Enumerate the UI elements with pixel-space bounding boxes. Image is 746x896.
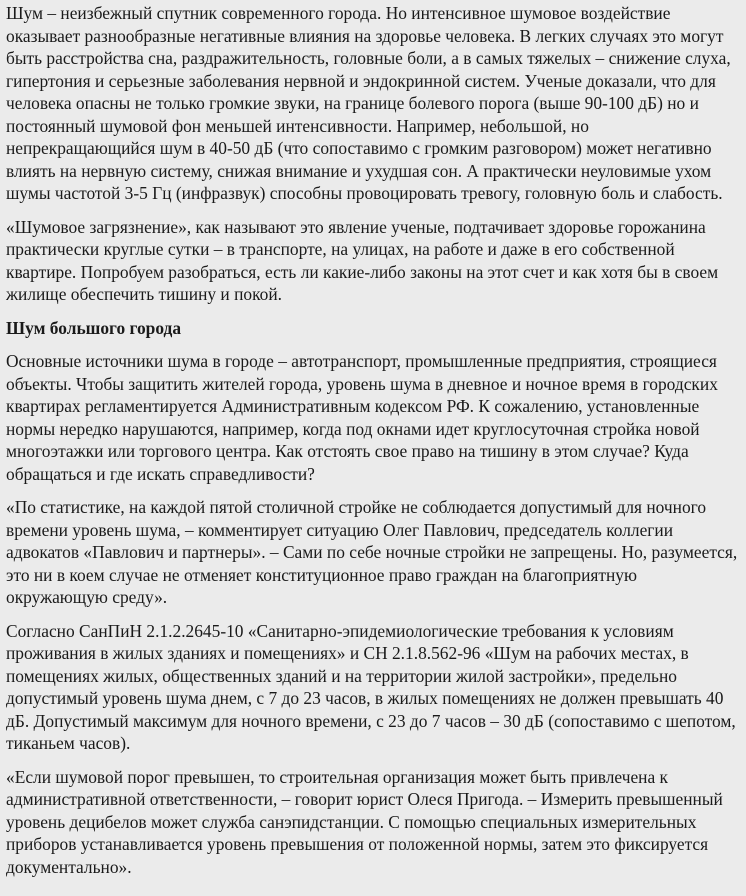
paragraph-noise-sources: Основные источники шума в городе – автотранспорт, промышленные предприятия, строящиеся объекты. Чтобы защитить жителей города, уровень шума в дневное и ночное время в городских квартирах регламентируется Административным кодексом РФ. К сожалению, установленные нормы нередко нарушаются, например, когда под окнами идет круглосуточная стройка новой многоэтажки или торгового центра. Как отстоять свое право на тишину в этом случае? Куда обращаться и где искать справедливости? [6,351,718,484]
paragraph-intro: Шум – неизбежный спутник современного города. Но интенсивное шумовое воздействие оказывает разнообразные негативные влияния на здоровье человека. В легких случаях это могут быть расстройства сна, раздражительность, головные боли, а в самых тяжелых – снижение слуха, гипертония и серьезные заболевания нервной и эндокринной систем. Ученые доказали, что для человека опасны не только громкие звуки, на границе болевого порога (выше 90-100 дБ) но и постоянный шумовой фон меньшей интенсивности. Например, небольшой, но непрекращающийся шум в 40-50 дБ (что сопоставимо с громким разговором) может негативно влиять на нервную систему, снижая внимание и ухудшая сон. А практически неуловимые ухом шумы частотой 3-5 Гц (инфразвук) способны провоцировать тревогу, головную боль и слабость. [6,3,731,203]
paragraph-sanpin-norms: Согласно СанПиН 2.1.2.2645-10 «Санитарно-эпидемиологические требования к условиям проживания в жилых зданиях и помещениях» и СН 2.1.8.562-96 «Шум на рабочих местах, в помещениях жилых, общественных зданий и на территории жилой застройки», предельно допустимый уровень шума днем, с 7 до 23 часов, в жилых помещениях не должен превышать 40 дБ. Допустимый максимум для ночного времени, с 23 до 7 часов – 30 дБ (сопоставимо с шепотом, тиканьем часов). [6,620,736,753]
paragraph-lawyer-quote: «По статистике, на каждой пятой столичной стройке не соблюдается допустимый для ночного времени уровень шума, – комментирует ситуацию Олег Павлович, председатель коллегии адвокатов «Павлович и партнеры». – Сами по себе ночные стройки не запрещены. Но, разумеется, это ни в коем случае не отменяет конституционное право граждан на благоприятную окружающую среду». [6,497,738,607]
paragraph-noise-pollution: «Шумовое загрязнение», как называют это явление ученые, подтачивает здоровье горожанина практически круглые сутки – в транспорте, на улицах, на работе и даже в его собственной квартире. Попробуем разобраться, есть ли какие-либо законы на этот счет и как хотя бы в своем жилище обеспечить тишину и покой. [6,216,719,304]
section-heading: Шум большого города [6,317,182,338]
paragraph-lawyer-quote-2: «Если шумовой порог превышен, то строительная организация может быть привлечена к административной ответственности, – говорит юрист Олеся Пригода. – Измерить превышенный уровень децибелов может служба санэпидстанции. С помощью специальных измерительных приборов устанавливается уровень превышения от положенной нормы, затем это фиксируется документально». [6,766,723,877]
